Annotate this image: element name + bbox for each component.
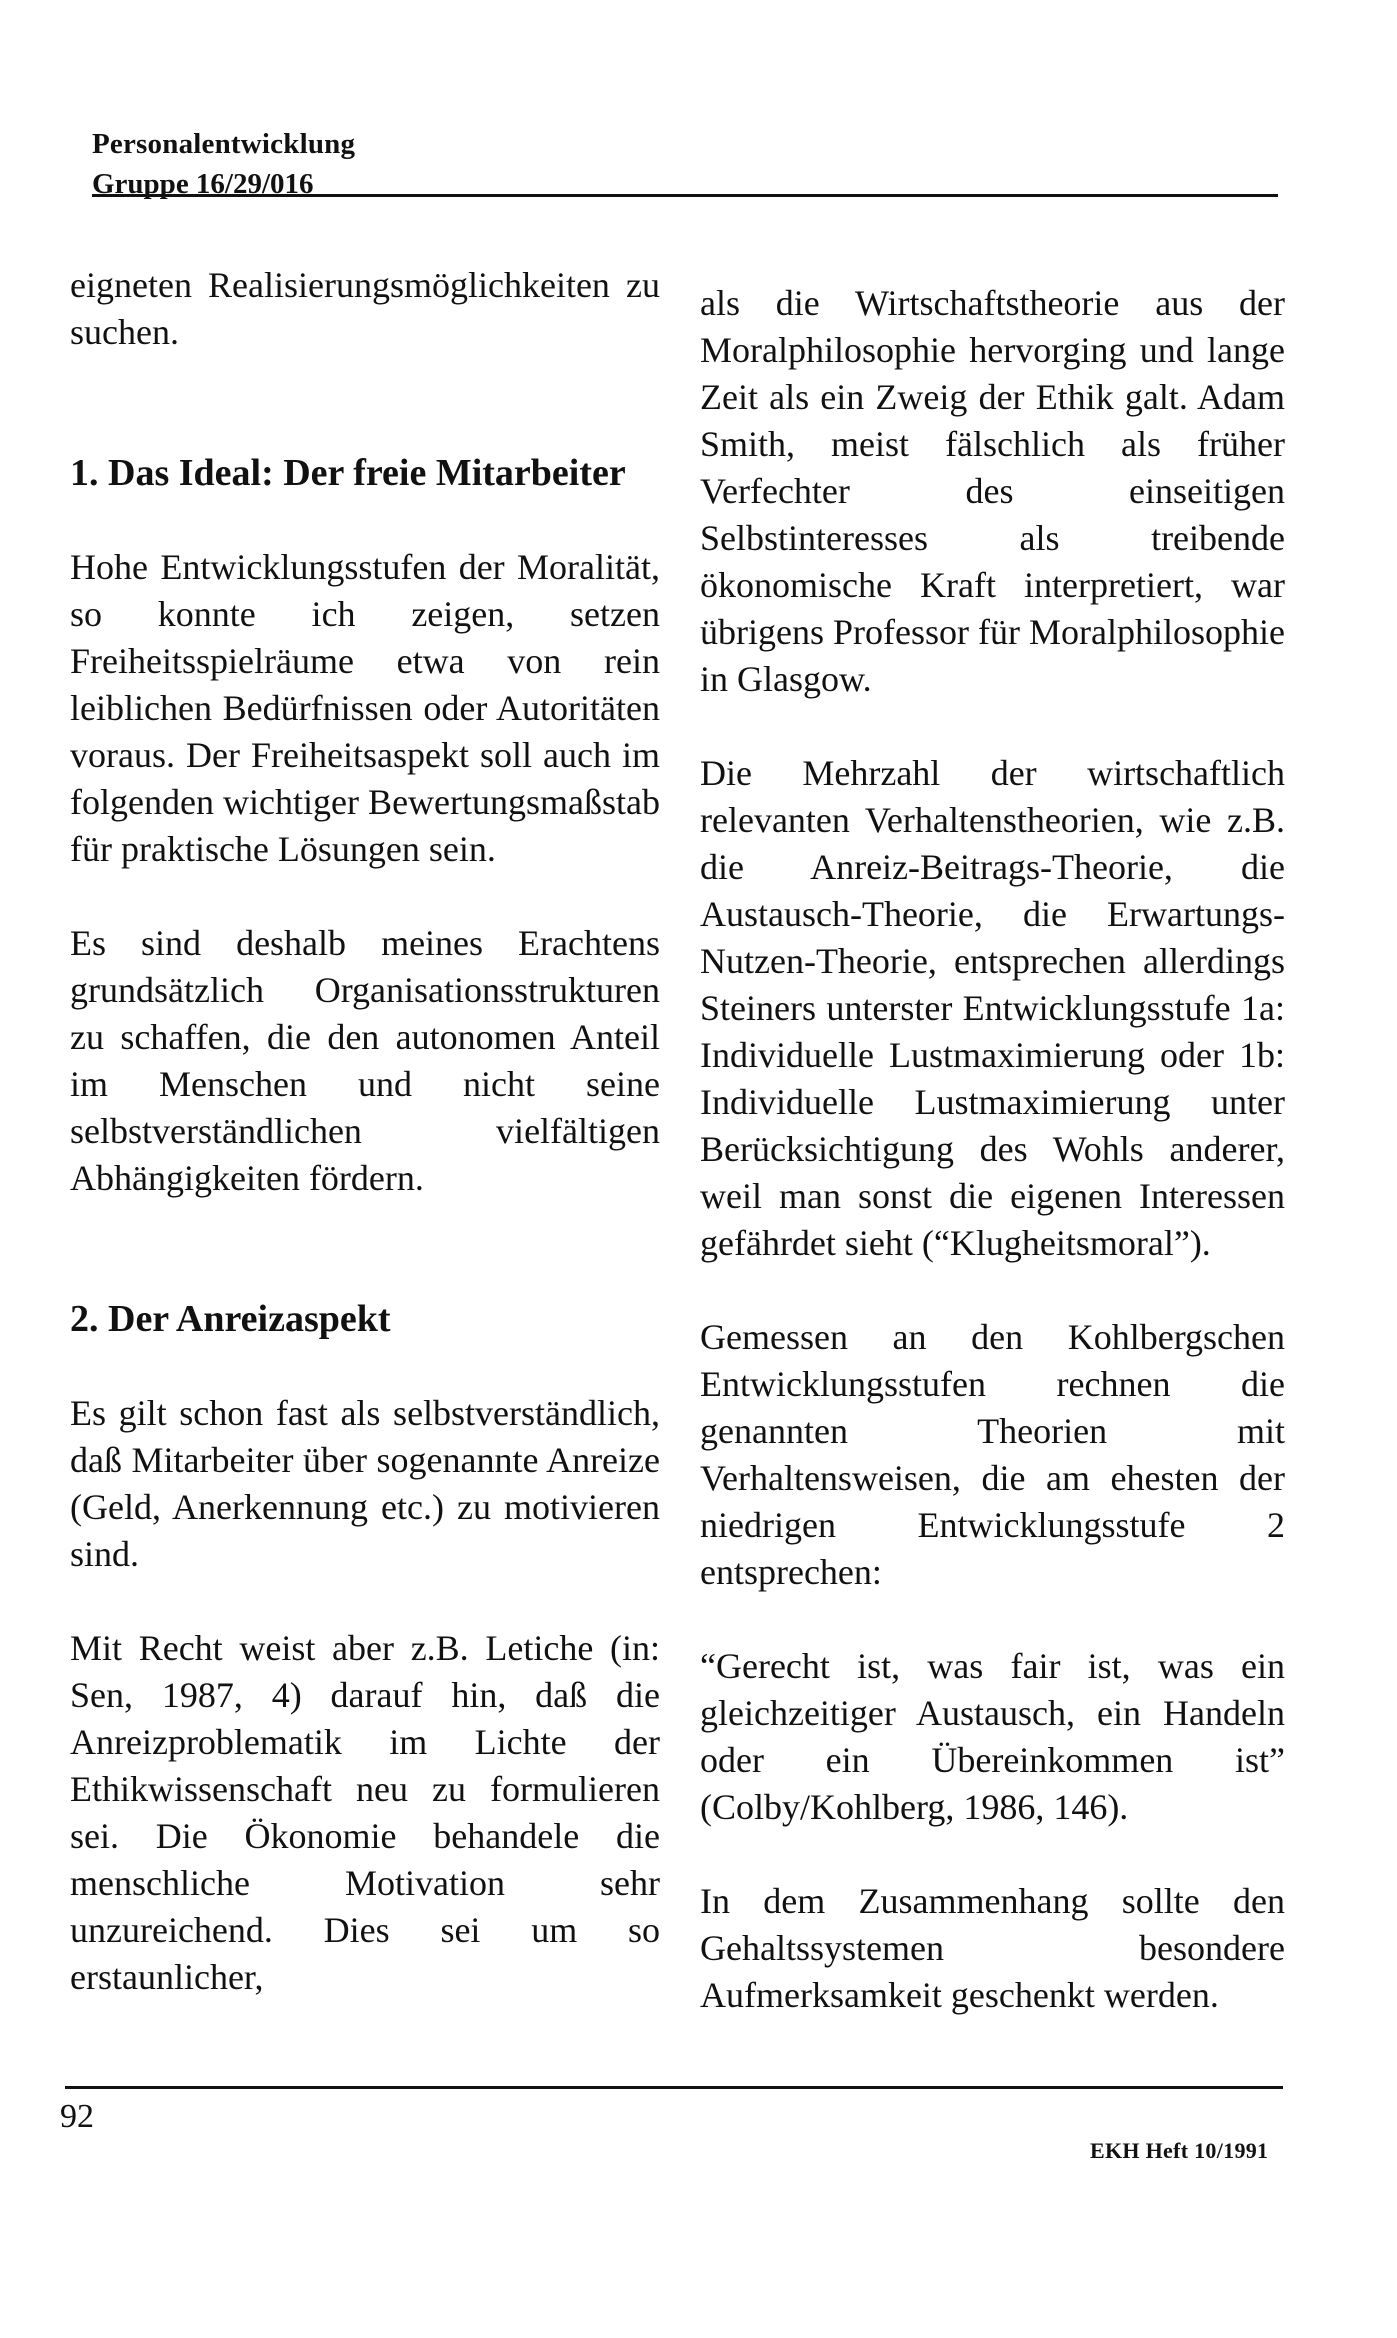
right-paragraph-4: “Gerecht ist, was fair ist, was ein gleichzeitiger Austausch, ein Handeln oder ein Übereinkommen ist” (Colby/Kohlberg, 1986, 146). — [700, 1646, 1285, 1827]
right-paragraph-5: In dem Zusammenhang sollte den Gehaltssystemen besondere Aufmerksamkeit geschenkt werden. — [700, 1881, 1285, 2015]
left-paragraph-2: Es sind deshalb meines Erachtens grundsätzlich Organisationsstrukturen zu schaffen, die den autonomen Anteil im Menschen und nicht seine selbstverständlichen vielfältigen Abhängigkeiten fördern. — [70, 923, 660, 1198]
right-paragraph-3: Gemessen an den Kohlbergschen Entwicklungsstufen rechnen die genannten Theorien mit Verhaltensweisen, die am ehesten der niedrigen Entwicklungsstufe 2 entsprechen: — [700, 1317, 1285, 1592]
running-header-title: Personalentwicklung — [92, 128, 356, 160]
header-rule — [92, 194, 1278, 197]
running-header-group: Gruppe 16/29/016 — [92, 168, 314, 200]
page-number: 92 — [60, 2098, 94, 2135]
section-heading-2: 2. Der Anreizaspekt — [70, 1298, 391, 1340]
section-heading-1: 1. Das Ideal: Der freie Mitarbeiter — [70, 452, 626, 494]
left-column — [70, 262, 660, 2001]
left-intro-text: eigneten Realisierungsmöglichkeiten zu suchen. — [70, 265, 660, 352]
footer-rule — [65, 2086, 1283, 2089]
right-paragraph-1: als die Wirtschaftstheorie aus der Moralphilosophie hervorging und lange Zeit als ein Zweig der Ethik galt. Adam Smith, meist fälschlich als früher Verfechter des einseitigen Selbstinteresses als treibende ökonomische Kraft interpretiert, war übrigens Professor für Moralphilosophie in Glasgow. — [700, 283, 1285, 699]
left-paragraph-3: Es gilt schon fast als selbstverständlich, daß Mitarbeiter über sogenannte Anreize (Geld, Anerkennung etc.) zu motivieren sind. — [70, 1393, 660, 1574]
left-paragraph-1: Hohe Entwicklungsstufen der Moralität, so konnte ich zeigen, setzen Freiheitsspielräume etwa von rein leiblichen Bedürfnissen oder Autoritäten voraus. Der Freiheitsaspekt soll auch im folgenden wichtiger Bewertungsmaßstab für praktische Lösungen sein. — [70, 547, 660, 869]
journal-issue: EKH Heft 10/1991 — [1090, 2138, 1269, 2163]
left-paragraph-4: Mit Recht weist aber z.B. Letiche (in: Sen, 1987, 4) darauf hin, daß die Anreizproblematik im Lichte der Ethikwissenschaft neu zu formulieren sei. Die Ökonomie behandele die menschliche Motivation sehr unzureichend. Dies sei um so erstaunlicher, — [70, 1628, 660, 1997]
right-paragraph-2: Die Mehrzahl der wirtschaftlich relevanten Verhaltenstheorien, wie z.B. die Anreiz-Beitrags-Theorie, die Austausch-Theorie, die Erwartungs-Nutzen-Theorie, entsprechen allerdings Steiners unterster Entwicklungsstufe 1a: Individuelle Lustmaximierung oder 1b: Individuelle Lustmaximierung unter Berücksichtigung des Wohls anderer, weil man sonst die eigenen Interessen gefährdet sieht (“Klugheitsmoral”). — [700, 753, 1285, 1263]
right-column — [700, 280, 1285, 2019]
